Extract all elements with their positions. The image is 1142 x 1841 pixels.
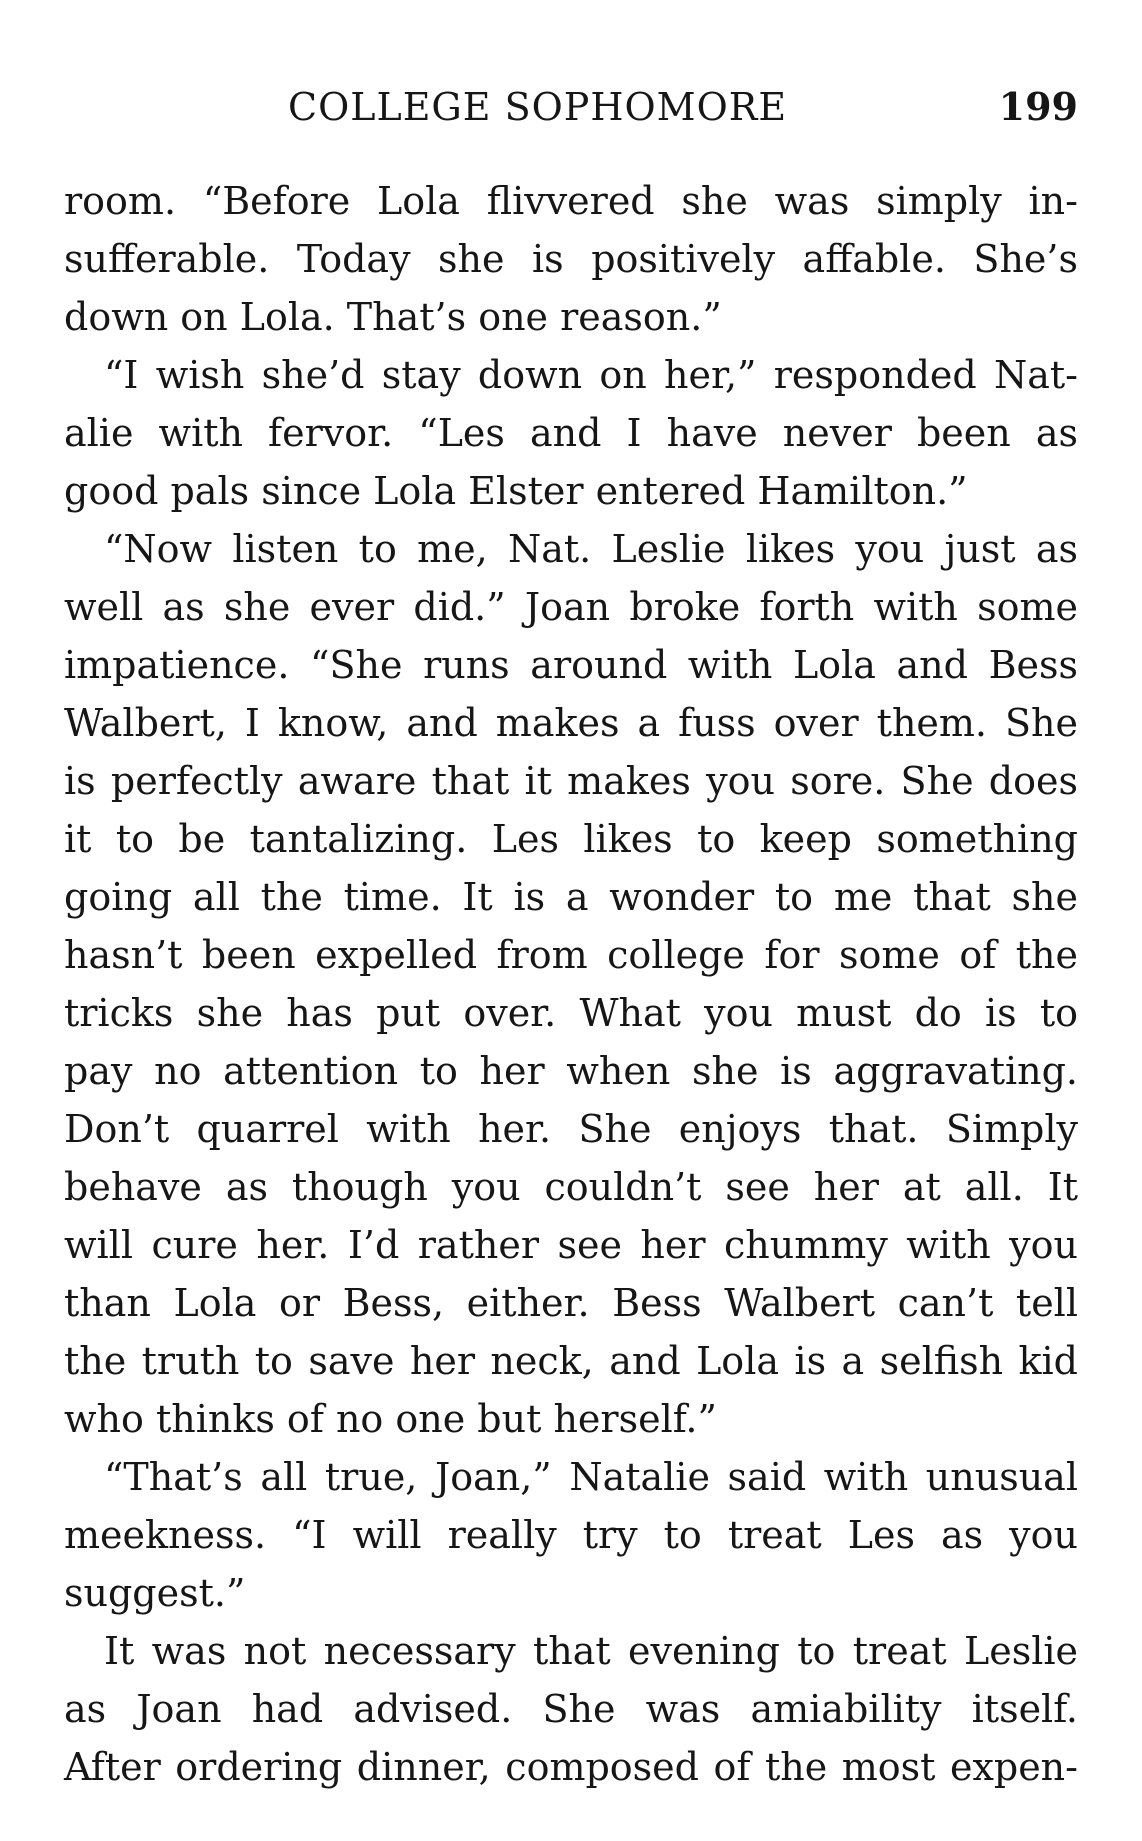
text-line: room. “Before Lola flivvered she was simply in- <box>64 179 1078 223</box>
text-line: Walbert, I know, and makes a fuss over them. She <box>64 701 1078 745</box>
body-text <box>64 172 1078 1796</box>
text-line: alie with fervor. “Les and I have never been as <box>64 411 1078 455</box>
text-line: good pals since Lola Elster entered Hamilton.” <box>64 469 968 513</box>
text-line: It was not necessary that evening to treat Leslie <box>104 1629 1078 1673</box>
text-line: Don’t quarrel with her. She enjoys that. Simply <box>64 1107 1078 1151</box>
text-line: as Joan had advised. She was amiability itself. <box>64 1687 1078 1731</box>
text-line: “That’s all true, Joan,” Natalie said with unusual <box>104 1455 1078 1499</box>
running-title: COLLEGE SOPHOMORE <box>288 85 788 129</box>
text-line: tricks she has put over. What you must do is to <box>64 991 1078 1035</box>
text-line: is perfectly aware that it makes you sore. She does <box>64 759 1078 803</box>
text-line: who thinks of no one but herself.” <box>64 1397 717 1441</box>
text-line: impatience. “She runs around with Lola and Bess <box>64 643 1078 687</box>
text-line: After ordering dinner, composed of the most expen- <box>64 1745 1078 1789</box>
text-line: “Now listen to me, Nat. Leslie likes you just as <box>104 527 1078 571</box>
text-line: will cure her. I’d rather see her chummy with you <box>64 1223 1078 1267</box>
text-line: pay no attention to her when she is aggravating. <box>64 1049 1078 1093</box>
page-number: 199 <box>998 84 1078 129</box>
text-line: suggest.” <box>64 1571 246 1615</box>
text-line: hasn’t been expelled from college for some of the <box>64 933 1078 977</box>
text-line: “I wish she’d stay down on her,” responded Nat- <box>104 353 1078 397</box>
text-line: behave as though you couldn’t see her at all. It <box>64 1165 1078 1209</box>
text-line: down on Lola. That’s one reason.” <box>64 295 722 339</box>
text-line: well as she ever did.” Joan broke forth with some <box>64 585 1078 629</box>
text-line: it to be tantalizing. Les likes to keep something <box>64 817 1078 861</box>
text-line: meekness. “I will really try to treat Les as you <box>64 1513 1078 1557</box>
text-line: the truth to save her neck, and Lola is a selfish kid <box>64 1339 1078 1383</box>
running-head <box>68 82 1078 132</box>
text-line: going all the time. It is a wonder to me that she <box>64 875 1078 919</box>
text-line: than Lola or Bess, either. Bess Walbert can’t tell <box>64 1281 1078 1325</box>
text-line: sufferable. Today she is positively affable. She’s <box>64 237 1078 281</box>
